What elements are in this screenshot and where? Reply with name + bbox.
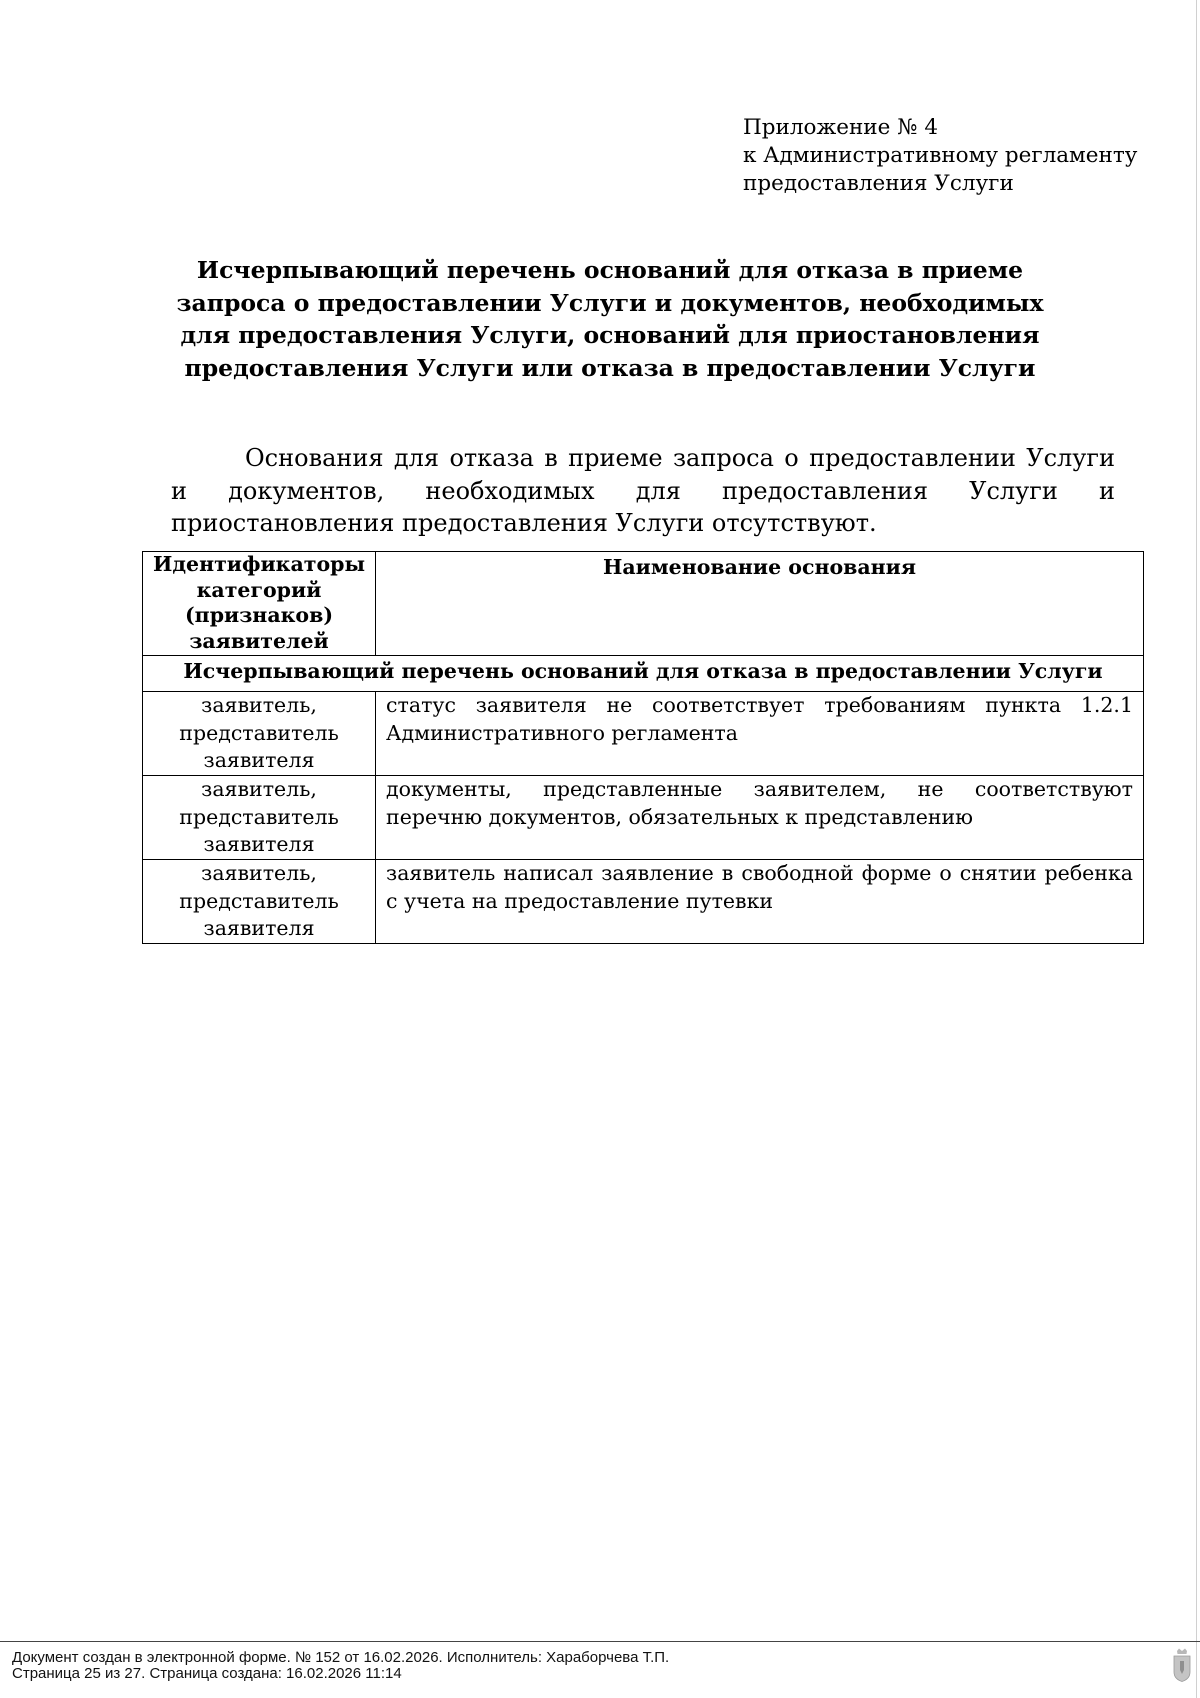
appendix-number: Приложение № 4	[743, 115, 939, 140]
section-title: Исчерпывающий перечень оснований для отказа в предоставлении Услуги	[143, 656, 1144, 692]
row-reason: заявитель написал заявление в свободной форме о снятии ребенка с учета на предоставление путевки	[376, 860, 1144, 944]
footer-document-info: Документ создан в электронной форме. № 152 от 16.02.2026. Исполнитель: Хараборчева Т.П.	[12, 1649, 670, 1666]
table-row	[143, 692, 1144, 776]
row-reason: статус заявителя не соответствует требованиям пункта 1.2.1 Административного регламента	[376, 692, 1144, 776]
row-reason: документы, представленные заявителем, не соответствуют перечню документов, обязательных к представлению	[376, 776, 1144, 860]
coat-of-arms-icon	[1172, 1648, 1192, 1682]
grounds-table	[142, 551, 1144, 944]
row-category: заявитель, представитель заявителя	[143, 776, 376, 860]
table-section-row	[143, 656, 1144, 692]
page-edge	[1196, 0, 1197, 1698]
table-header-row	[143, 552, 1144, 656]
appendix-regulation: к Административному регламенту	[743, 143, 1138, 168]
document-title: Исчерпывающий перечень оснований для отказа в приеме запроса о предоставлении Услуги и документов, необходимых для предоставления Услуги, оснований для приостановления предоставления Услуги или отказа в предоставлении Услуги	[176, 256, 1044, 382]
row-category: заявитель, представитель заявителя	[143, 860, 376, 944]
header-name: Наименование основания	[376, 552, 1144, 656]
header-identifiers: Идентификаторы категорий (признаков) заявителей	[143, 552, 376, 656]
table-row	[143, 860, 1144, 944]
footer-text	[12, 1650, 669, 1682]
appendix-service: предоставления Услуги	[743, 171, 1014, 196]
table-row	[143, 776, 1144, 860]
footer-page-info: Страница 25 из 27. Страница создана: 16.02.2026 11:14	[12, 1665, 402, 1682]
document-footer	[0, 1641, 1200, 1682]
row-category: заявитель, представитель заявителя	[143, 692, 376, 776]
appendix-header	[743, 114, 1137, 198]
intro-paragraph: Основания для отказа в приеме запроса о предоставлении Услуги и документов, необходимых для предоставления Услуги и приостановления предоставления Услуги отсутствуют.	[171, 444, 1115, 537]
